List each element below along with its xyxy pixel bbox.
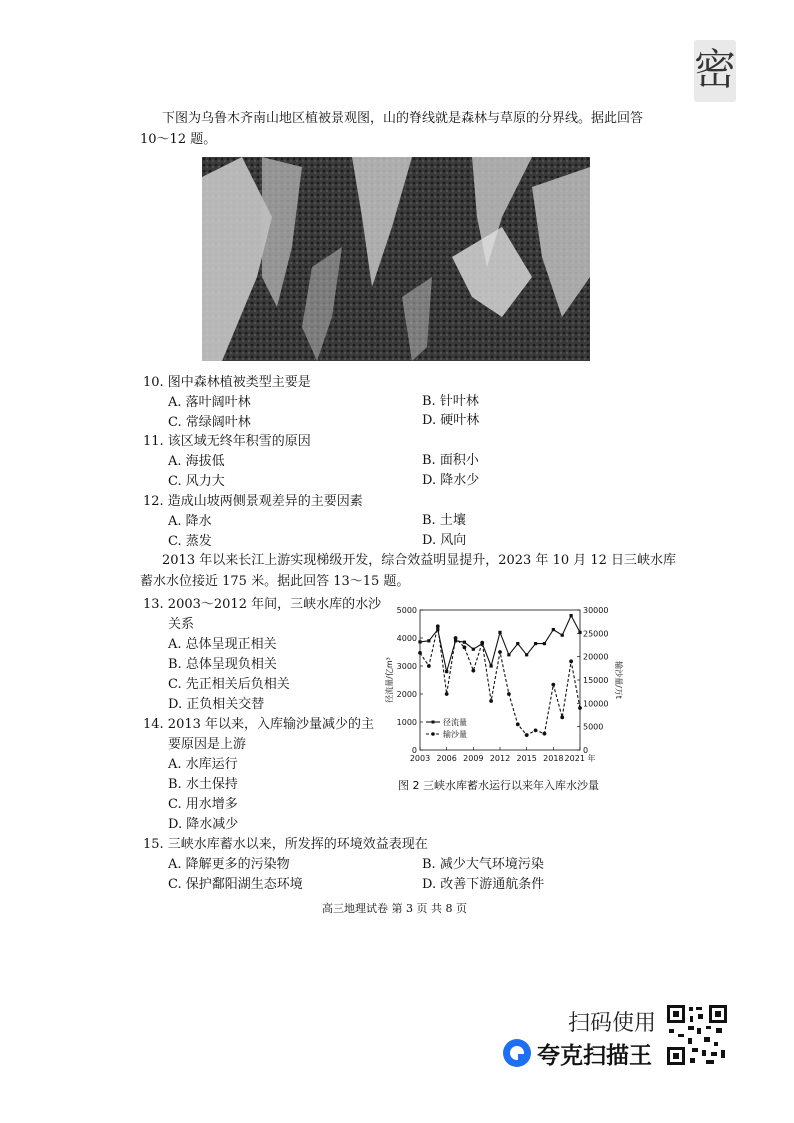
- runoff-point: [507, 653, 510, 656]
- x-tick-label: 2006: [436, 754, 457, 763]
- sediment-point: [578, 706, 582, 710]
- runoff-point: [445, 670, 448, 673]
- y-left-tick-label: 0: [411, 746, 417, 755]
- vegetation-landscape-photo: [202, 157, 590, 361]
- q11-option-d: D. 降水少: [422, 473, 480, 488]
- legend-runoff-marker: [432, 721, 435, 724]
- y-right-tick-label: 10000: [583, 699, 609, 709]
- q12-stem: 12. 造成山坡两侧景观差异的主要因素: [143, 494, 363, 509]
- runoff-point: [490, 664, 493, 667]
- y-left-tick-label: 5000: [396, 606, 417, 615]
- q13-option-b: B. 总体呈现负相关: [168, 657, 277, 672]
- sediment-point: [525, 733, 529, 737]
- y-right-tick-label: 0: [583, 746, 589, 755]
- q13-option-a: A. 总体呈现正相关: [168, 637, 277, 652]
- runoff-point: [516, 642, 519, 645]
- q12-option-c: C. 蒸发: [168, 534, 212, 549]
- corner-mark: 密: [694, 40, 736, 102]
- runoff-line: [420, 616, 580, 672]
- x-tick-label: 2009: [463, 754, 484, 763]
- sediment-point: [498, 650, 502, 654]
- sediment-point: [454, 636, 458, 640]
- q11-option-b: B. 面积小: [422, 453, 479, 468]
- y-right-tick-label: 15000: [583, 676, 609, 685]
- q11-option-c: C. 风力大: [168, 474, 225, 489]
- q10-option-d: D. 硬叶林: [422, 413, 480, 428]
- sediment-point: [516, 722, 520, 726]
- y-right-tick-label: 30000: [583, 606, 609, 615]
- sediment-point: [543, 732, 547, 736]
- legend-runoff-label: 径流量: [443, 718, 467, 727]
- y-left-tick-label: 2000: [396, 690, 417, 699]
- q15-option-b: B. 减少大气环境污染: [422, 857, 544, 872]
- q12-option-d: D. 风向: [422, 533, 467, 548]
- q14-option-c: C. 用水增多: [168, 797, 238, 812]
- x-tick-label: 2003: [409, 754, 431, 763]
- page-footer: 高三地理试卷 第 3 页 共 8 页: [322, 902, 467, 915]
- q10-option-a: A. 落叶阔叶林: [168, 395, 251, 410]
- runoff-point: [498, 631, 501, 634]
- sediment-point: [463, 645, 467, 649]
- intro2-line-1: 2013 年以来长江上游实现梯级开发，综合效益明显提升，2023 年 10 月 12 日三峡水库: [162, 553, 677, 568]
- y-left-tick-label: 4000: [396, 634, 417, 643]
- sediment-point: [489, 699, 493, 703]
- runoff-point: [570, 614, 573, 617]
- x-tick-label: 2015: [516, 754, 537, 763]
- quark-logo-icon: [503, 1039, 531, 1067]
- y-right-axis-label: 输沙量/万t: [614, 661, 623, 699]
- chart-svg: [380, 600, 623, 770]
- chart-caption: 图 2 三峡水库蓄水运行以来年入库水沙量: [398, 779, 599, 792]
- intro-line-2: 10～12 题。: [140, 132, 217, 147]
- runoff-point: [418, 640, 421, 643]
- sediment-point: [471, 669, 475, 673]
- runoff-point: [525, 653, 528, 656]
- q14-option-d: D. 降水减少: [168, 817, 239, 832]
- runoff-point: [534, 642, 537, 645]
- sediment-point: [560, 715, 564, 719]
- y-right-tick-label: 5000: [583, 722, 604, 732]
- runoff-point: [552, 628, 555, 631]
- y-left-axis-label: 径流量/亿m³: [385, 657, 394, 703]
- runoff-point: [472, 648, 475, 651]
- q15-option-a: A. 降解更多的污染物: [168, 857, 290, 872]
- q15-option-c: C. 保护鄱阳湖生态环境: [168, 877, 303, 892]
- runoff-point: [543, 642, 546, 645]
- x-tick-label: 2018: [543, 754, 564, 763]
- q13-option-d: D. 正负相关交替: [168, 697, 265, 712]
- q13-stem-line-1: 13. 2003～2012 年间，三峡水库的水沙: [143, 597, 382, 612]
- sediment-point: [427, 664, 431, 668]
- q14-stem-line-1: 14. 2013 年以来，入库输沙量减少的主: [143, 717, 375, 732]
- q11-stem: 11. 该区域无终年积雪的原因: [143, 434, 311, 449]
- legend-sediment-label: 输沙量: [443, 730, 467, 739]
- runoff-sediment-chart: [380, 600, 623, 770]
- y-left-tick-label: 1000: [396, 718, 417, 727]
- q11-option-a: A. 海拔低: [168, 454, 225, 469]
- runoff-point: [578, 631, 581, 634]
- runoff-point: [463, 641, 466, 644]
- y-right-tick-label: 25000: [583, 629, 609, 639]
- q10-stem: 10. 图中森林植被类型主要是: [143, 375, 311, 390]
- sediment-point: [436, 624, 440, 628]
- intro2-line-2: 蓄水水位接近 175 米。据此回答 13～15 题。: [140, 574, 410, 589]
- q13-option-c: C. 先正相关后负相关: [168, 677, 290, 692]
- q12-option-a: A. 降水: [168, 514, 212, 529]
- q13-stem-line-2: 关系: [168, 617, 195, 632]
- scan-to-use-text: 扫码使用: [568, 1011, 657, 1036]
- q15-option-d: D. 改善下游通航条件: [422, 877, 545, 892]
- q14-option-b: B. 水土保持: [168, 777, 238, 792]
- sediment-point: [551, 683, 555, 687]
- q14-stem-line-2: 要原因是上游: [168, 737, 247, 752]
- runoff-point: [561, 634, 564, 637]
- sediment-point: [480, 641, 484, 645]
- legend-sediment-marker: [431, 732, 435, 736]
- quark-brand-name: 夸克扫描王: [537, 1043, 652, 1069]
- x-tick-label: 2012: [489, 754, 511, 763]
- q14-option-a: A. 水库运行: [168, 757, 238, 772]
- y-left-tick-label: 3000: [396, 662, 417, 671]
- q12-option-b: B. 土壤: [422, 513, 466, 528]
- sediment-point: [569, 659, 573, 663]
- sediment-point: [507, 692, 511, 696]
- q10-option-c: C. 常绿阔叶林: [168, 415, 251, 430]
- q10-option-b: B. 针叶林: [422, 394, 479, 409]
- sediment-point: [445, 692, 449, 696]
- q15-stem: 15. 三峡水库蓄水以来，所发挥的环境效益表现在: [143, 837, 428, 852]
- x-tick-label: 2021 年: [564, 754, 596, 763]
- y-right-tick-label: 20000: [583, 652, 609, 662]
- intro-line-1: 下图为乌鲁木齐南山地区植被景观图，山的脊线就是森林与草原的分界线。据此回答: [162, 111, 644, 126]
- sediment-point: [418, 651, 422, 655]
- runoff-point: [427, 639, 430, 642]
- sediment-point: [534, 729, 538, 733]
- qr-code-icon[interactable]: [666, 1004, 728, 1066]
